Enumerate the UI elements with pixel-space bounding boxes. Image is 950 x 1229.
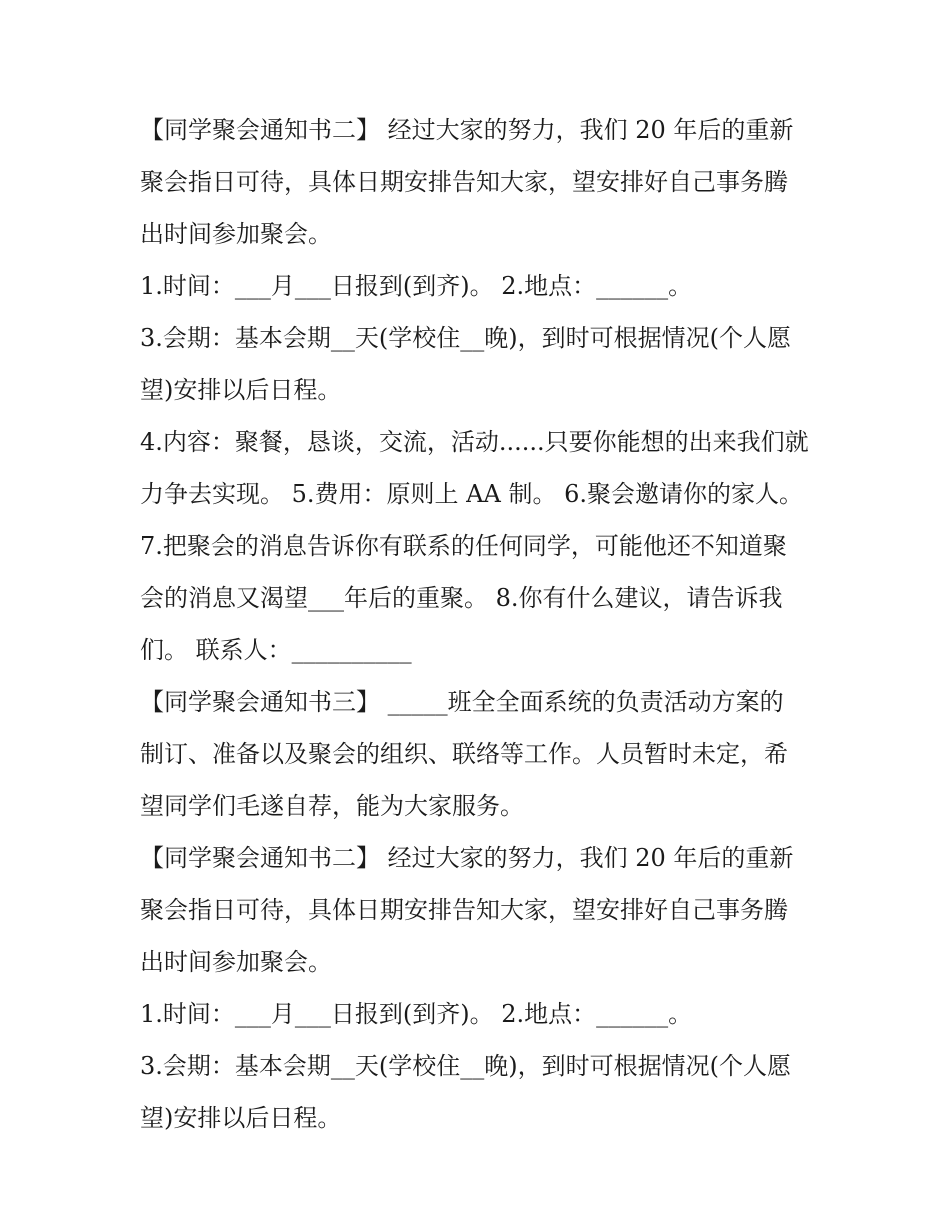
text-line: 1.时间：___月___日报到(到齐)。 2.地点：______。 — [140, 272, 693, 300]
text-line: 望)安排以后日程。 — [140, 376, 342, 404]
text-line: 制订、准备以及聚会的组织、联络等工作。人员暂时未定，希 — [140, 740, 788, 768]
text-line: 3.会期：基本会期__天(学校住__晚)，到时可根据情况(个人愿 — [140, 1052, 791, 1080]
text-line: 聚会指日可待，具体日期安排告知大家，望安排好自己事务腾 — [140, 896, 788, 924]
text-line: 7.把聚会的消息告诉你有联系的任何同学，可能他还不知道聚 — [140, 532, 787, 560]
text-line: 聚会指日可待，具体日期安排告知大家，望安排好自己事务腾 — [140, 168, 788, 196]
text-line: 望同学们毛遂自荐，能为大家服务。 — [140, 792, 524, 820]
text-line: 望)安排以后日程。 — [140, 1104, 342, 1132]
text-line: 会的消息又渴望___年后的重聚。 8.你有什么建议，请告诉我 — [140, 584, 783, 612]
text-line: 出时间参加聚会。 — [140, 948, 332, 976]
text-line: 【同学聚会通知书三】 _____班全全面系统的负责活动方案的 — [140, 688, 784, 716]
text-line: 们。 联系人：__________ — [140, 636, 412, 664]
text-line: 【同学聚会通知书二】 经过大家的努力，我们 20 年后的重新 — [140, 844, 794, 872]
text-line: 出时间参加聚会。 — [140, 220, 332, 248]
text-line: 4.内容：聚餐，恳谈，交流，活动......只要你能想的出来我们就 — [140, 428, 809, 456]
text-line: 3.会期：基本会期__天(学校住__晚)，到时可根据情况(个人愿 — [140, 324, 791, 352]
text-line: 1.时间：___月___日报到(到齐)。 2.地点：______。 — [140, 1000, 693, 1028]
text-line: 【同学聚会通知书二】 经过大家的努力，我们 20 年后的重新 — [140, 116, 794, 144]
text-line: 力争去实现。 5.费用：原则上 AA 制。 6.聚会邀请你的家人。 — [140, 480, 803, 508]
document-body — [140, 104, 820, 1144]
